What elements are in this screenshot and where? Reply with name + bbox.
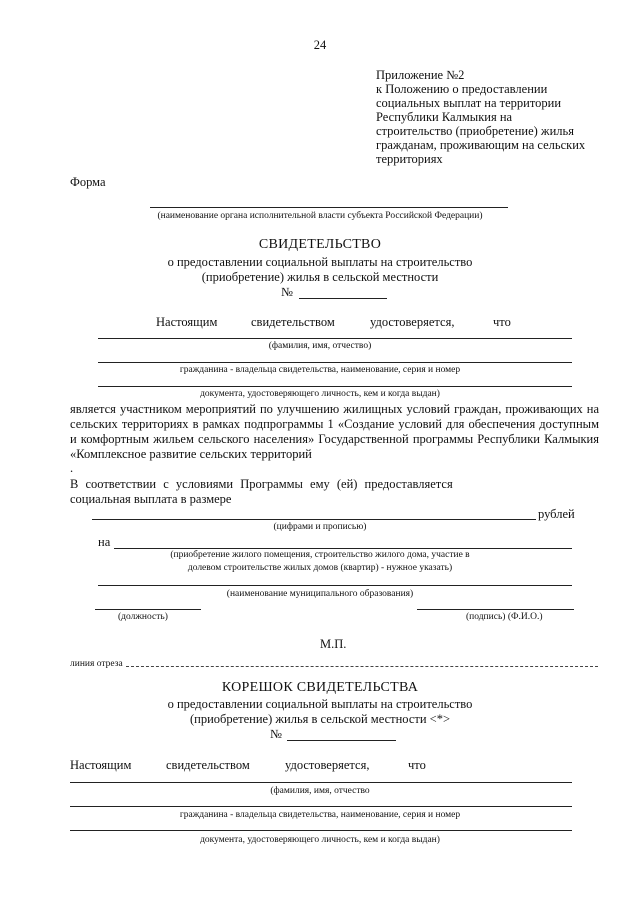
fio-caption: (фамилия, имя, отчество) <box>268 341 372 351</box>
municipality-field-line[interactable] <box>98 585 572 586</box>
stub-cert-word: Настоящим <box>70 758 132 772</box>
stub-cert-word: что <box>408 758 426 772</box>
cert-word: удостоверяется, <box>370 315 455 329</box>
purpose-caption-2: долевом строительстве жилых домов (квартир) - нужное указать) <box>187 563 453 573</box>
stub-subtitle-1: о предоставлении социальной выплаты на строительство <box>167 697 473 711</box>
stub-title: КОРЕШОК СВИДЕТЕЛЬСТВА <box>221 680 419 695</box>
authority-caption: (наименование органа исполнительной власти субъекта Российской Федерации) <box>157 211 483 221</box>
na-label: на <box>98 535 111 549</box>
certificate-number-field[interactable] <box>299 298 387 299</box>
purpose-caption-1: (приобретение жилого помещения, строительство жилого дома, участие в <box>170 550 470 560</box>
condition-line-2: социальная выплата в размере <box>70 492 232 506</box>
position-field-line[interactable] <box>95 609 201 610</box>
form-label: Форма <box>70 175 106 189</box>
stub-fio-caption: (фамилия, имя, отчество <box>270 786 370 796</box>
document-caption: документа, удостоверяющего личность, кем и когда выдан) <box>200 389 440 399</box>
signature-caption: (подпись) (Ф.И.О.) <box>466 612 543 622</box>
certificate-number-label: № <box>281 285 293 299</box>
appendix-line: Республики Калмыкия на <box>376 110 513 124</box>
appendix-line: территориях <box>376 152 443 166</box>
stub-cert-word: свидетельством <box>166 758 250 772</box>
stub-subtitle-2: (приобретение) жилья в сельской местности <*> <box>189 712 451 726</box>
certificate-subtitle-2: (приобретение) жилья в сельской местности <box>201 270 439 284</box>
page-number: 24 <box>313 38 327 52</box>
cert-word: Настоящим <box>156 315 218 329</box>
appendix-line: социальных выплат на территории <box>376 96 562 110</box>
holder-caption: гражданина - владельца свидетельства, наименование, серия и номер <box>179 365 461 375</box>
certificate-title: СВИДЕТЕЛЬСТВО <box>258 237 382 252</box>
signature-field-line[interactable] <box>417 609 574 610</box>
purpose-field-line[interactable] <box>114 548 572 549</box>
municipality-caption: (наименование муниципального образования) <box>226 589 414 599</box>
stub-holder-caption: гражданина - владельца свидетельства, наименование, серия и номер <box>179 810 461 820</box>
appendix-line: строительство (приобретение) жилья <box>376 124 574 138</box>
amount-caption: (цифрами и прописью) <box>273 522 367 532</box>
certificate-subtitle-1: о предоставлении социальной выплаты на строительство <box>167 255 473 269</box>
stub-document-field-line[interactable] <box>70 830 572 831</box>
stub-cert-word: удостоверяется, <box>285 758 370 772</box>
stub-number-label: № <box>270 727 282 741</box>
stub-fio-field-line[interactable] <box>70 782 572 783</box>
condition-line-1: В соответствии с условиями Программы ему (ей) предоставляется <box>70 477 453 491</box>
body-paragraph: является участником мероприятий по улучшению жилищных условий граждан, проживающих на сельских территориях в рамках подпрограммы 1 «Создание условий для обеспечения доступным и комфортным жильем сельского населения» Государственной программы Республики Калмыкия «Комплексное развитие сельских территорий <box>70 402 599 461</box>
holder-field-line[interactable] <box>98 362 572 363</box>
document-field-line[interactable] <box>98 386 572 387</box>
cert-word: свидетельством <box>251 315 335 329</box>
stub-holder-field-line[interactable] <box>70 806 572 807</box>
cert-word: что <box>493 315 511 329</box>
appendix-line: гражданам, проживающим на сельских <box>376 138 586 152</box>
authority-field-line[interactable] <box>150 207 508 208</box>
fio-field-line[interactable] <box>98 338 572 339</box>
stub-number-field[interactable] <box>287 740 396 741</box>
cut-line-label: линия отреза <box>70 659 123 669</box>
cut-line <box>126 666 598 667</box>
appendix-line: Приложение №2 <box>376 68 465 82</box>
amount-field-line[interactable] <box>92 519 536 520</box>
stamp-label: М.П. <box>320 637 347 651</box>
body-dot: . <box>70 461 74 475</box>
appendix-block <box>376 68 626 166</box>
stub-document-caption: документа, удостоверяющего личность, кем и когда выдан) <box>200 835 440 845</box>
appendix-line: к Положению о предоставлении <box>376 82 548 96</box>
position-caption: (должность) <box>118 612 168 622</box>
rubles-label: рублей <box>538 507 575 521</box>
